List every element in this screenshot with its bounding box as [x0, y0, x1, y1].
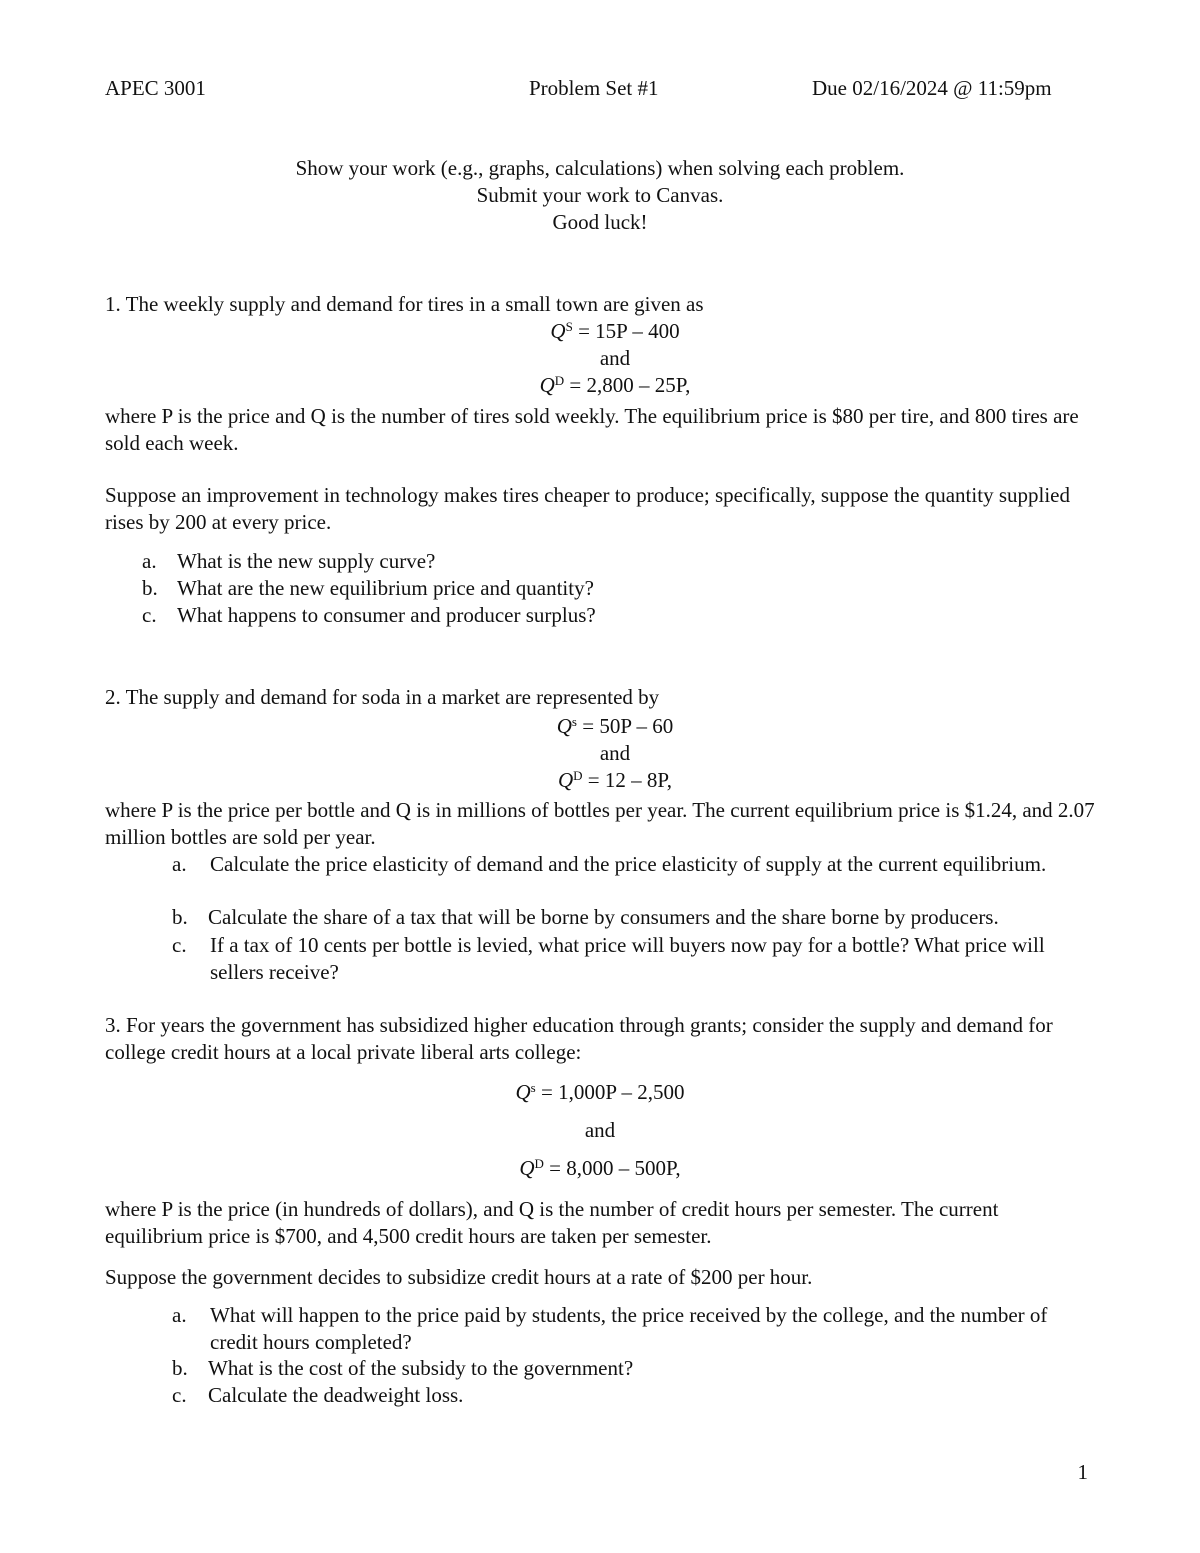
due-date: Due 02/16/2024 @ 11:59pm	[812, 76, 1052, 100]
eq-lhs: Q	[557, 768, 574, 792]
question-text: What are the new equilibrium price and quantity?	[177, 576, 594, 600]
problem-2-description: where P is the price per bottle and Q is in millions of bottles per year. The current equilibrium price is $1.24, and 2.07 million bottles are sold per year.	[105, 798, 1095, 849]
eq-lhs: Q	[550, 319, 566, 343]
eq-lhs: Q	[539, 373, 555, 397]
eq-rhs: = 2,800 – 25P,	[564, 373, 691, 397]
question-label: b.	[172, 905, 188, 929]
problem-1-intro: 1. The weekly supply and demand for tires in a small town are given as	[105, 292, 704, 316]
question-label: b.	[172, 1356, 188, 1380]
question-text: If a tax of 10 cents per bottle is levied, what price will buyers now pay for a bottle? What price will sellers receive?	[210, 933, 1045, 984]
problem-2-supply-equation	[520, 714, 710, 739]
problem-1-description: where P is the price and Q is the number of tires sold weekly. The equilibrium price is $80 per tire, and 800 tires are sold each week.	[105, 404, 1079, 455]
eq-lhs: Q	[515, 1080, 531, 1104]
instruction-line-3: Good luck!	[552, 210, 648, 234]
problem-3-supply-equation	[480, 1080, 720, 1105]
eq-sup: D	[534, 1156, 544, 1171]
instruction-line-2: Submit your work to Canvas.	[476, 183, 724, 207]
problem-3-intro-text: 3. For years the government has subsidized higher education through grants; consider the supply and demand for college credit hours at a local private liberal arts college:	[105, 1013, 1053, 1064]
eq-sup: s	[530, 1080, 536, 1095]
problem-1-connector: and	[599, 346, 631, 370]
eq-rhs: = 50P – 60	[576, 714, 674, 738]
eq-sup: s	[571, 714, 577, 729]
question-text: What happens to consumer and producer surplus?	[177, 603, 596, 627]
problem-1-demand-equation	[500, 373, 730, 398]
question-label: a.	[142, 549, 157, 573]
question-text: What is the new supply curve?	[177, 549, 436, 573]
problem-2-question-c	[172, 932, 1052, 986]
eq-sup: D	[573, 768, 583, 783]
question-text: Calculate the price elasticity of demand and the price elasticity of supply at the current equilibrium.	[210, 852, 1047, 876]
problem-3-connector: and	[584, 1118, 616, 1142]
question-label: c.	[172, 933, 187, 957]
problem-3-intro	[105, 1012, 1095, 1066]
eq-lhs: Q	[556, 714, 572, 738]
question-text: Calculate the deadweight loss.	[208, 1383, 464, 1407]
problem-3-description: where P is the price (in hundreds of dollars), and Q is the number of credit hours per semester. The current equilibrium price is $700, and 4,500 credit hours are taken per semester.	[105, 1197, 999, 1248]
problem-3-question-a	[172, 1302, 1052, 1356]
question-label: b.	[142, 576, 158, 600]
problem-3-scenario: Suppose the government decides to subsidize credit hours at a rate of $200 per hour.	[105, 1265, 813, 1289]
problem-1-supply-equation	[520, 319, 710, 344]
question-text: What will happen to the price paid by students, the price received by the college, and the number of credit hours completed?	[210, 1303, 1048, 1354]
document-title: Problem Set #1	[529, 76, 659, 100]
eq-rhs: = 12 – 8P,	[582, 768, 672, 792]
problem-2-question-a	[172, 851, 1072, 878]
question-label: c.	[142, 603, 157, 627]
question-text: What is the cost of the subsidy to the government?	[208, 1356, 634, 1380]
eq-rhs: = 15P – 400	[572, 319, 680, 343]
course-code: APEC 3001	[105, 76, 206, 100]
instruction-line-1: Show your work (e.g., graphs, calculations) when solving each problem.	[295, 156, 905, 180]
question-label: a.	[172, 852, 187, 876]
problem-2-intro: 2. The supply and demand for soda in a market are represented by	[105, 685, 660, 709]
question-text: Calculate the share of a tax that will be borne by consumers and the share borne by producers.	[208, 905, 999, 929]
eq-rhs: = 8,000 – 500P,	[543, 1156, 681, 1180]
problem-1-scenario: Suppose an improvement in technology makes tires cheaper to produce; specifically, suppose the quantity supplied rises by 200 at every price.	[105, 483, 1070, 534]
eq-rhs: = 1,000P – 2,500	[535, 1080, 685, 1104]
eq-sup: D	[554, 373, 565, 388]
eq-sup: S	[565, 319, 573, 334]
question-label: a.	[172, 1303, 187, 1327]
problem-2-connector: and	[599, 741, 631, 765]
question-label: c.	[172, 1383, 187, 1407]
problem-3-demand-equation	[480, 1156, 720, 1181]
problem-2-demand-equation	[520, 768, 710, 793]
eq-lhs: Q	[519, 1156, 535, 1180]
page-number: 1	[1077, 1460, 1088, 1484]
